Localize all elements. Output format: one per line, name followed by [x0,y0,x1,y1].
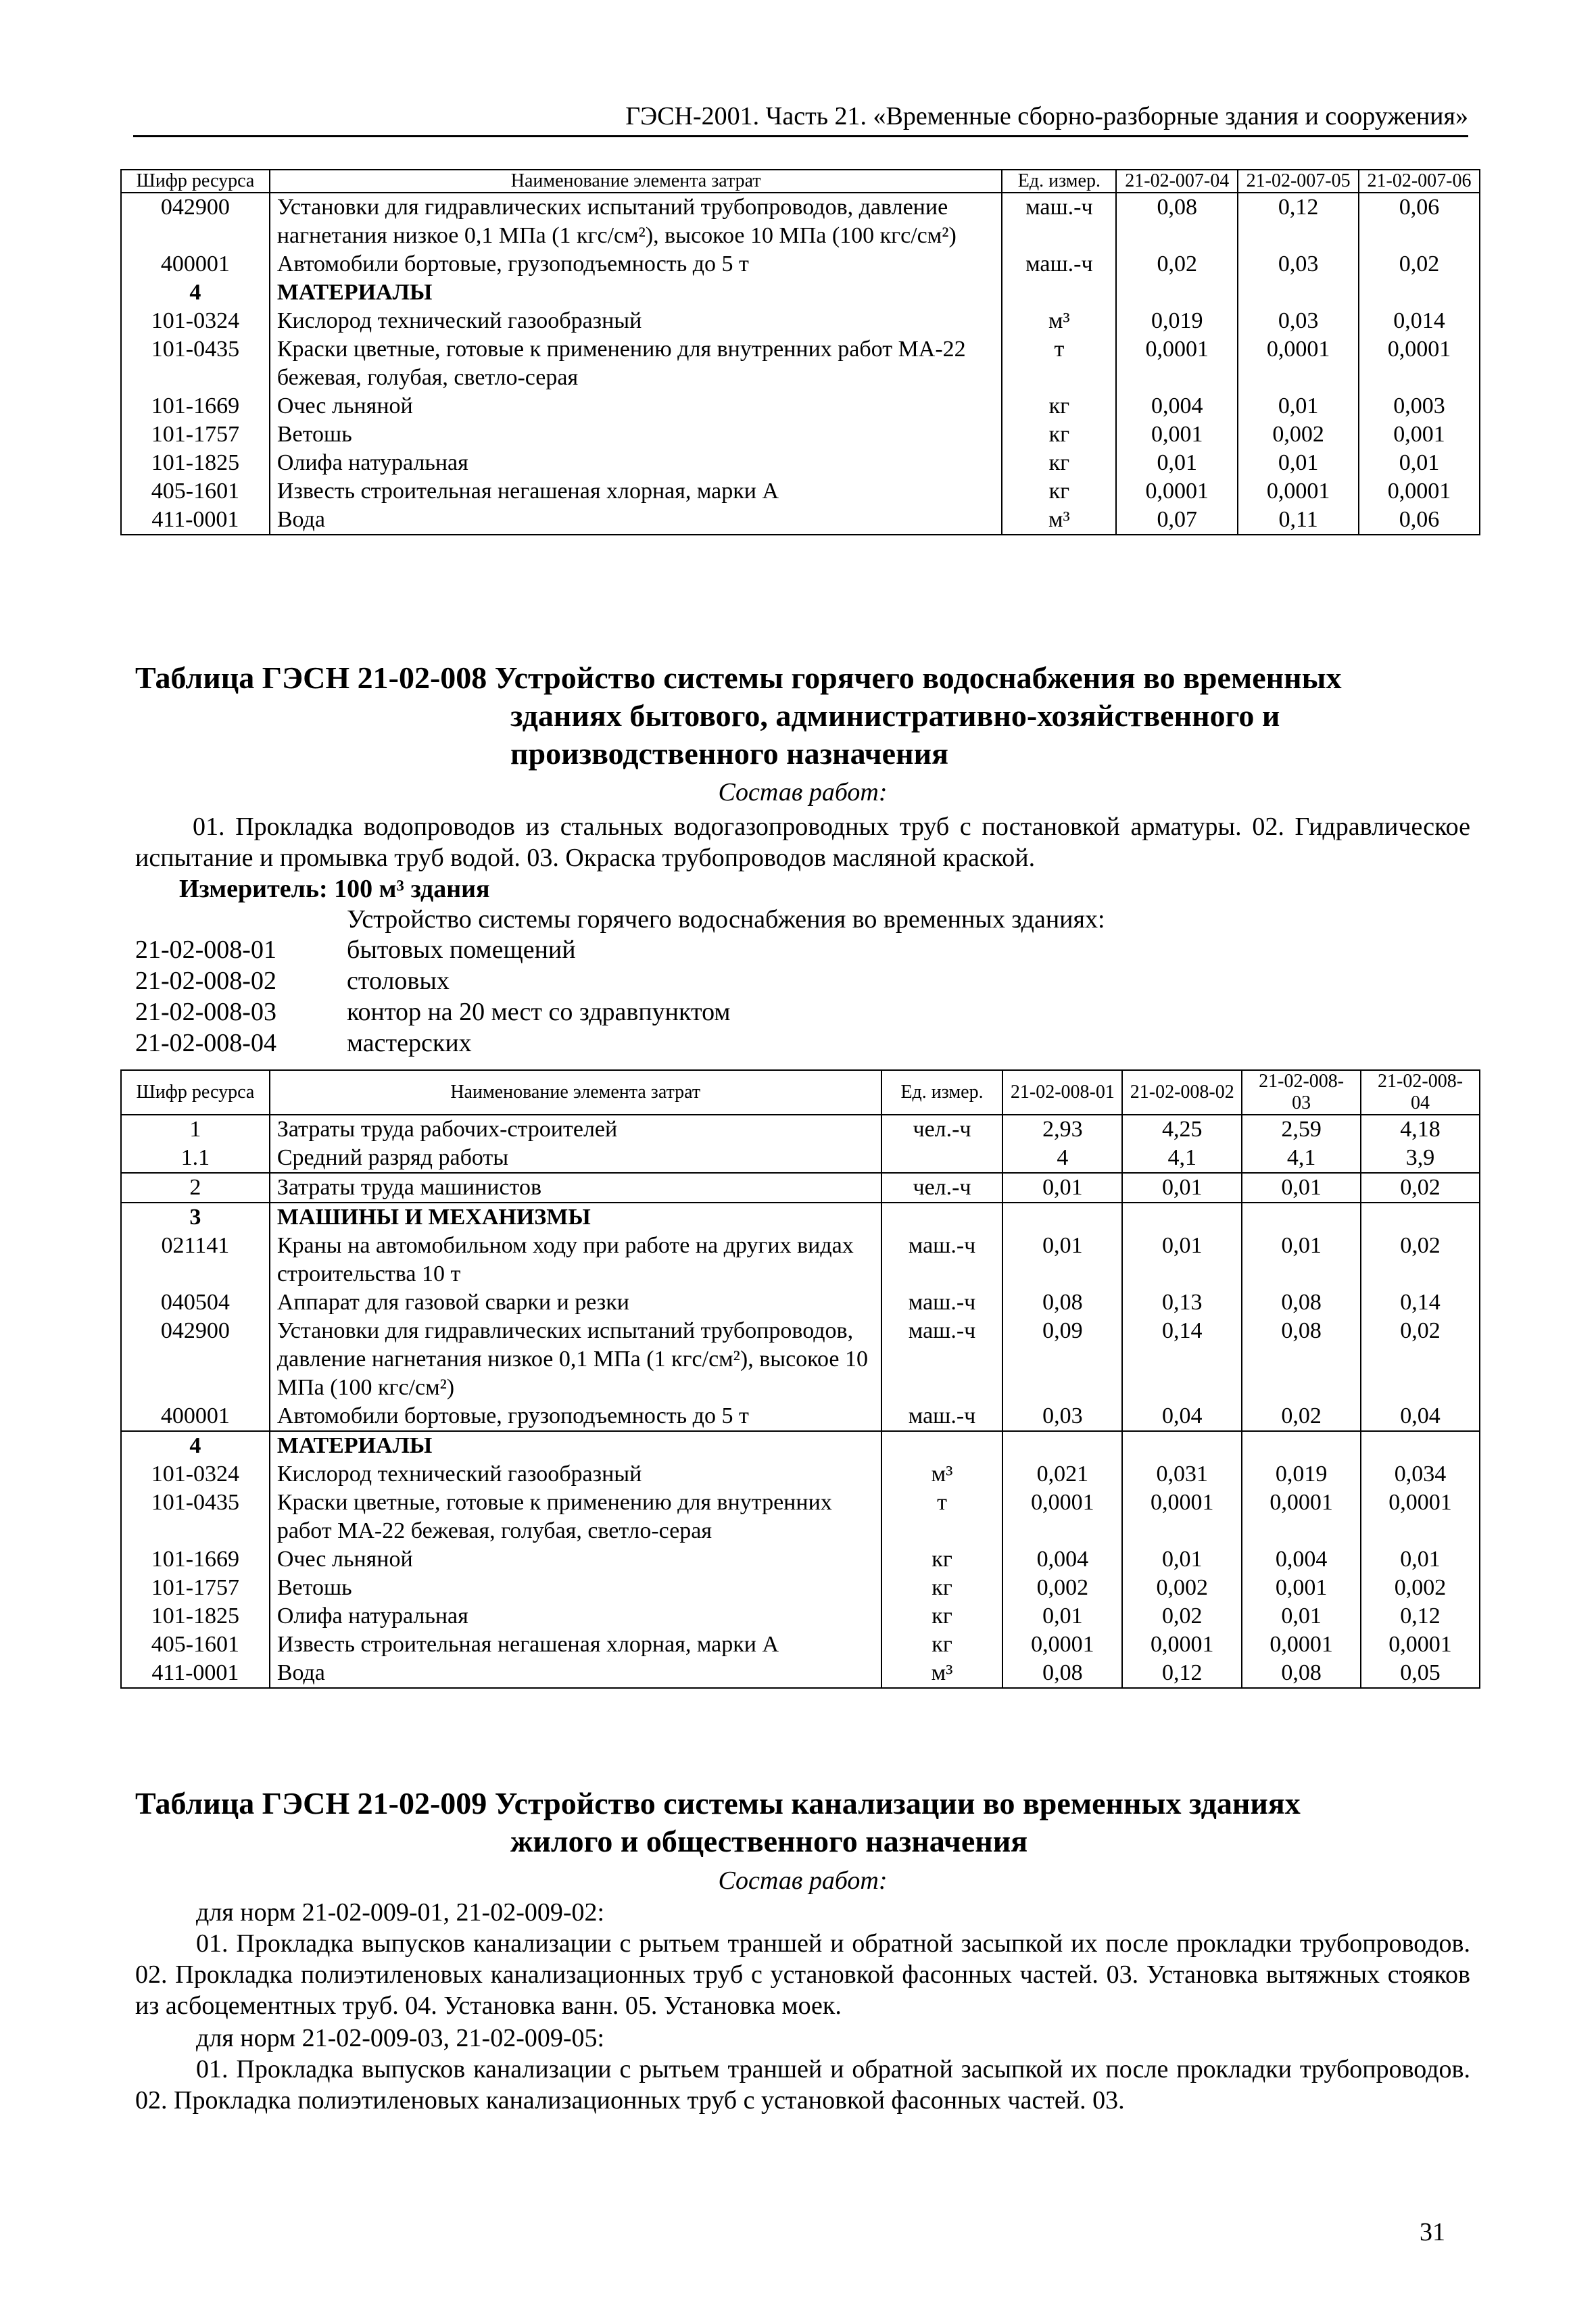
resource-code: 101-1669 [121,1545,270,1574]
table-row [121,1602,1480,1631]
resource-unit [881,1144,1003,1173]
resource-name: Средний разряд работы [270,1144,881,1173]
title-line: Таблица ГЭСН 21-02-008 Устройство системы горячего водоснабжения во временных [135,660,1342,695]
resource-value: 4,25 [1122,1115,1242,1144]
column-header: Ед. измер. [881,1070,1003,1115]
resource-unit: м³ [881,1659,1003,1688]
resource-name: Установки для гидравлических испытаний трубопроводов, давление нагнетания низкое 0,1 МПа (1 кгс/см²), высокое 10 МПа (100 кгс/см²) [270,193,1002,250]
resource-name: Вода [270,1659,881,1688]
resource-value: 4 [1002,1144,1122,1173]
resource-name: Ветошь [270,420,1002,449]
table-row [121,1232,1480,1288]
resource-value: 0,01 [1242,1173,1361,1203]
variant-text: бытовых помещений [347,936,576,964]
table-row [121,506,1480,535]
resource-code: 405-1601 [121,477,270,506]
resource-unit: кг [881,1631,1003,1659]
variant-code: 21-02-008-03 [135,998,276,1026]
resource-name: Затраты труда машинистов [270,1173,881,1203]
resource-unit: м³ [881,1460,1003,1489]
resource-name: Установки для гидравлических испытаний трубопроводов, давление нагнетания низкое 0,1 МПа (1 кгс/см²), высокое 10 МПа (100 кгс/см²) [270,1317,881,1402]
resource-name: Кислород технический газообразный [270,307,1002,335]
resource-name: Кислород технический газообразный [270,1460,881,1489]
resource-name: МАТЕРИАЛЫ [270,279,1002,307]
resource-unit [881,1203,1003,1232]
resource-name: Краски цветные, готовые к применению для внутренних работ МА-22 бежевая, голубая, светло-серая [270,1489,881,1545]
variant-code: 21-02-008-02 [135,967,276,995]
resource-value: 0,001 [1359,420,1480,449]
table-row [121,1173,1480,1203]
column-header: 21-02-008-01 [1002,1070,1122,1115]
resource-unit: чел.-ч [881,1173,1003,1203]
resource-unit: маш.-ч [1002,250,1116,279]
column-header: 21-02-007-06 [1359,170,1480,193]
resource-value: 0,002 [1238,420,1359,449]
resource-value: 0,0001 [1238,477,1359,506]
resource-code: 4 [121,1431,270,1460]
column-header: 21-02-007-04 [1116,170,1238,193]
resource-value: 0,07 [1116,506,1238,535]
resource-unit [1002,279,1116,307]
resource-unit: маш.-ч [881,1402,1003,1431]
table-row [121,1317,1480,1402]
norms-b-text: 01. Прокладка выпусков канализации с рытьем траншей и обратной засыпкой их после прокладки трубопроводов. 02. Прокладка полиэтиленовых канализационных труб с установкой фасонных частей. 03. [135,2055,1470,2115]
variants-list [135,934,1470,1059]
column-header: 21-02-008-04 [1361,1070,1480,1115]
resource-table-007 [120,169,1480,535]
resource-value: 0,06 [1359,506,1480,535]
resource-name: Затраты труда рабочих-строителей [270,1115,881,1144]
table-header-row [121,1070,1480,1115]
resource-value: 0,09 [1002,1317,1122,1402]
resource-code: 101-0435 [121,335,270,392]
title-line: жилого и общественного назначения [510,1824,1028,1858]
column-header: Ед. измер. [1002,170,1116,193]
resource-name: МАТЕРИАЛЫ [270,1431,881,1460]
resource-value [1361,1203,1480,1232]
work-composition-label: Состав работ: [718,778,888,806]
resource-value [1002,1431,1122,1460]
resource-value: 0,0001 [1361,1631,1480,1659]
resource-value: 2,59 [1242,1115,1361,1144]
resource-name: Олифа натуральная [270,449,1002,477]
resource-value: 0,08 [1116,193,1238,250]
resource-value: 0,01 [1002,1173,1122,1203]
resource-unit: кг [881,1602,1003,1631]
resource-value [1242,1431,1361,1460]
work-composition-label: Состав работ: [718,1866,888,1895]
resource-value: 0,019 [1242,1460,1361,1489]
resource-unit: т [1002,335,1116,392]
table-row [121,335,1480,392]
resource-value: 0,031 [1122,1460,1242,1489]
resource-value: 0,02 [1361,1173,1480,1203]
resource-value: 0,02 [1361,1232,1480,1288]
resource-value: 0,0001 [1122,1489,1242,1545]
resource-value: 0,06 [1359,193,1480,250]
variant-text: столовых [347,967,450,995]
resource-value [1002,1203,1122,1232]
resource-unit: маш.-ч [1002,193,1116,250]
resource-unit: кг [881,1574,1003,1602]
table-row [121,1288,1480,1317]
resource-value: 0,002 [1361,1574,1480,1602]
resource-value: 0,0001 [1116,477,1238,506]
resource-code: 400001 [121,250,270,279]
resource-value: 0,01 [1002,1602,1122,1631]
resource-code: 040504 [121,1288,270,1317]
resource-name: Известь строительная негашеная хлорная, марки А [270,477,1002,506]
table-row [121,1659,1480,1688]
resource-unit [881,1431,1003,1460]
resource-value: 0,01 [1361,1545,1480,1574]
table-row [121,1631,1480,1659]
resource-value: 0,01 [1122,1545,1242,1574]
table-row [121,1574,1480,1602]
resource-value: 0,02 [1116,250,1238,279]
resource-name: МАШИНЫ И МЕХАНИЗМЫ [270,1203,881,1232]
column-header: 21-02-008-03 [1242,1070,1361,1115]
variants-intro: Устройство системы горячего водоснабжения во временных зданиях: [347,905,1105,934]
column-header: 21-02-007-05 [1238,170,1359,193]
table-row [121,420,1480,449]
variant-text: контор на 20 мест со здравпунктом [347,998,731,1026]
norms-b-label: для норм 21-02-009-03, 21-02-009-05: [196,2024,605,2052]
table-row [121,449,1480,477]
resource-value: 2,93 [1002,1115,1122,1144]
resource-value: 0,05 [1361,1659,1480,1688]
resource-value: 0,0001 [1242,1489,1361,1545]
variant-code: 21-02-008-01 [135,936,276,964]
resource-code: 1 [121,1115,270,1144]
measure-unit: Измеритель: 100 м³ здания [179,875,490,903]
resource-value: 0,13 [1122,1288,1242,1317]
table-row [121,1489,1480,1545]
resource-value [1238,279,1359,307]
table-header-row [121,170,1480,193]
table-row [121,1402,1480,1431]
resource-value: 0,002 [1002,1574,1122,1602]
resource-unit: маш.-ч [881,1317,1003,1402]
resource-unit: кг [1002,392,1116,420]
variant-text: мастерских [347,1029,472,1057]
resource-code: 021141 [121,1232,270,1288]
table-row [121,279,1480,307]
resource-code: 101-0324 [121,1460,270,1489]
resource-value: 0,03 [1238,307,1359,335]
resource-unit: кг [881,1545,1003,1574]
resource-value: 0,01 [1242,1602,1361,1631]
resource-code: 1.1 [121,1144,270,1173]
variant-row [135,996,1470,1028]
table-row [121,392,1480,420]
table-row [121,1144,1480,1173]
resource-value: 0,02 [1359,250,1480,279]
resource-unit: маш.-ч [881,1288,1003,1317]
variant-code: 21-02-008-04 [135,1029,276,1057]
resource-unit: м³ [1002,506,1116,535]
resource-value: 0,0001 [1238,335,1359,392]
resource-code: 405-1601 [121,1631,270,1659]
resource-code: 101-0435 [121,1489,270,1545]
resource-name: Автомобили бортовые, грузоподъемность до 5 т [270,1402,881,1431]
resource-value: 0,004 [1242,1545,1361,1574]
resource-code: 3 [121,1203,270,1232]
resource-value: 0,01 [1359,449,1480,477]
resource-value: 0,08 [1002,1659,1122,1688]
work-composition-text: 01. Прокладка водопроводов из стальных водогазопроводных труб с постановкой арматуры. 02. Гидравлическое испытание и промывка труб водой. 03. Окраска трубопроводов масляной краской. [135,813,1470,872]
resource-value [1359,279,1480,307]
resource-name: Краски цветные, готовые к применению для внутренних работ МА-22 бежевая, голубая, светло-серая [270,335,1002,392]
resource-value: 0,08 [1002,1288,1122,1317]
resource-name: Известь строительная негашеная хлорная, марки А [270,1631,881,1659]
resource-code: 101-1825 [121,1602,270,1631]
table-row [121,1431,1480,1460]
resource-unit: м³ [1002,307,1116,335]
resource-value: 0,02 [1122,1602,1242,1631]
resource-value: 0,019 [1116,307,1238,335]
resource-value: 0,014 [1359,307,1480,335]
resource-value: 0,003 [1359,392,1480,420]
table-row [121,1115,1480,1144]
resource-value: 0,0001 [1359,477,1480,506]
resource-value: 0,02 [1242,1402,1361,1431]
column-header: Наименование элемента затрат [270,1070,881,1115]
resource-code: 101-0324 [121,307,270,335]
resource-table-008 [120,1069,1480,1689]
resource-value: 0,001 [1242,1574,1361,1602]
column-header: Шифр ресурса [121,1070,270,1115]
variant-row [135,965,1470,996]
resource-name: Вода [270,506,1002,535]
resource-code: 042900 [121,193,270,250]
resource-value: 0,0001 [1116,335,1238,392]
resource-value: 0,03 [1002,1402,1122,1431]
resource-value [1242,1203,1361,1232]
resource-unit: кг [1002,477,1116,506]
resource-value: 0,03 [1238,250,1359,279]
resource-value: 0,0001 [1122,1631,1242,1659]
resource-code: 4 [121,279,270,307]
resource-name: Аппарат для газовой сварки и резки [270,1288,881,1317]
resource-value: 0,11 [1238,506,1359,535]
resource-code: 411-0001 [121,506,270,535]
resource-value: 0,08 [1242,1317,1361,1402]
resource-value: 0,08 [1242,1659,1361,1688]
resource-value: 0,12 [1122,1659,1242,1688]
table-row [121,1203,1480,1232]
resource-name: Очес льняной [270,392,1002,420]
resource-value: 0,0001 [1002,1489,1122,1545]
resource-value: 0,001 [1116,420,1238,449]
resource-value: 0,04 [1122,1402,1242,1431]
resource-code: 101-1669 [121,392,270,420]
resource-code: 411-0001 [121,1659,270,1688]
variant-row [135,1028,1470,1059]
table-title-008 [135,659,1474,773]
resource-value: 0,01 [1002,1232,1122,1288]
resource-name: Очес льняной [270,1545,881,1574]
resource-code: 101-1757 [121,420,270,449]
table-row [121,250,1480,279]
resource-value: 0,01 [1122,1173,1242,1203]
page-number: 31 [1420,2218,1445,2246]
resource-value [1122,1431,1242,1460]
resource-value: 0,01 [1122,1232,1242,1288]
column-header: Наименование элемента затрат [270,170,1002,193]
table-row [121,307,1480,335]
resource-value: 3,9 [1361,1144,1480,1173]
title-line: производственного назначения [510,736,948,771]
running-header: ГЭСН-2001. Часть 21. «Временные сборно-разборные здания и сооружения» [133,101,1468,137]
resource-unit: кг [1002,420,1116,449]
resource-value: 0,14 [1361,1288,1480,1317]
resource-code: 042900 [121,1317,270,1402]
resource-value: 0,034 [1361,1460,1480,1489]
resource-value: 0,002 [1122,1574,1242,1602]
resource-unit: кг [1002,449,1116,477]
norms-a-label: для норм 21-02-009-01, 21-02-009-02: [196,1898,605,1927]
resource-value: 0,02 [1361,1317,1480,1402]
resource-name: Ветошь [270,1574,881,1602]
resource-value [1122,1203,1242,1232]
table-row [121,1545,1480,1574]
norms-a-text: 01. Прокладка выпусков канализации с рытьем траншей и обратной засыпкой их после прокладки трубопроводов. 02. Прокладка полиэтиленовых канализационных труб с установкой фасонных частей. 03. Установка вытяжных стояков из асбоцементных труб. 04. Установка ванн. 05. Установка моек. [135,1929,1470,2020]
resource-value: 0,01 [1116,449,1238,477]
resource-value [1361,1431,1480,1460]
resource-name: Олифа натуральная [270,1602,881,1631]
title-line: зданиях бытового, административно-хозяйственного и [510,698,1280,733]
resource-value: 0,0001 [1002,1631,1122,1659]
resource-unit: маш.-ч [881,1232,1003,1288]
resource-value: 0,01 [1238,449,1359,477]
resource-value: 0,004 [1116,392,1238,420]
column-header: Шифр ресурса [121,170,270,193]
resource-value [1116,279,1238,307]
table-row [121,477,1480,506]
column-header: 21-02-008-02 [1122,1070,1242,1115]
resource-value: 4,18 [1361,1115,1480,1144]
table-row [121,193,1480,250]
resource-value: 0,0001 [1242,1631,1361,1659]
resource-value: 0,0001 [1361,1489,1480,1545]
resource-code: 2 [121,1173,270,1203]
resource-value: 0,0001 [1359,335,1480,392]
resource-value: 0,04 [1361,1402,1480,1431]
table-row [121,1460,1480,1489]
resource-value: 0,12 [1238,193,1359,250]
resource-value: 0,01 [1242,1232,1361,1288]
resource-code: 400001 [121,1402,270,1431]
resource-name: Краны на автомобильном ходу при работе на других видах строительства 10 т [270,1232,881,1288]
title-line: Таблица ГЭСН 21-02-009 Устройство системы канализации во временных зданиях [135,1786,1301,1820]
resource-value: 4,1 [1242,1144,1361,1173]
resource-unit: т [881,1489,1003,1545]
resource-name: Автомобили бортовые, грузоподъемность до 5 т [270,250,1002,279]
resource-code: 101-1825 [121,449,270,477]
resource-value: 4,1 [1122,1144,1242,1173]
resource-value: 0,004 [1002,1545,1122,1574]
resource-unit: чел.-ч [881,1115,1003,1144]
resource-value: 0,14 [1122,1317,1242,1402]
resource-value: 0,01 [1238,392,1359,420]
variant-row [135,934,1470,965]
resource-code: 101-1757 [121,1574,270,1602]
resource-value: 0,08 [1242,1288,1361,1317]
table-title-009 [135,1785,1474,1860]
resource-value: 0,12 [1361,1602,1480,1631]
resource-value: 0,021 [1002,1460,1122,1489]
